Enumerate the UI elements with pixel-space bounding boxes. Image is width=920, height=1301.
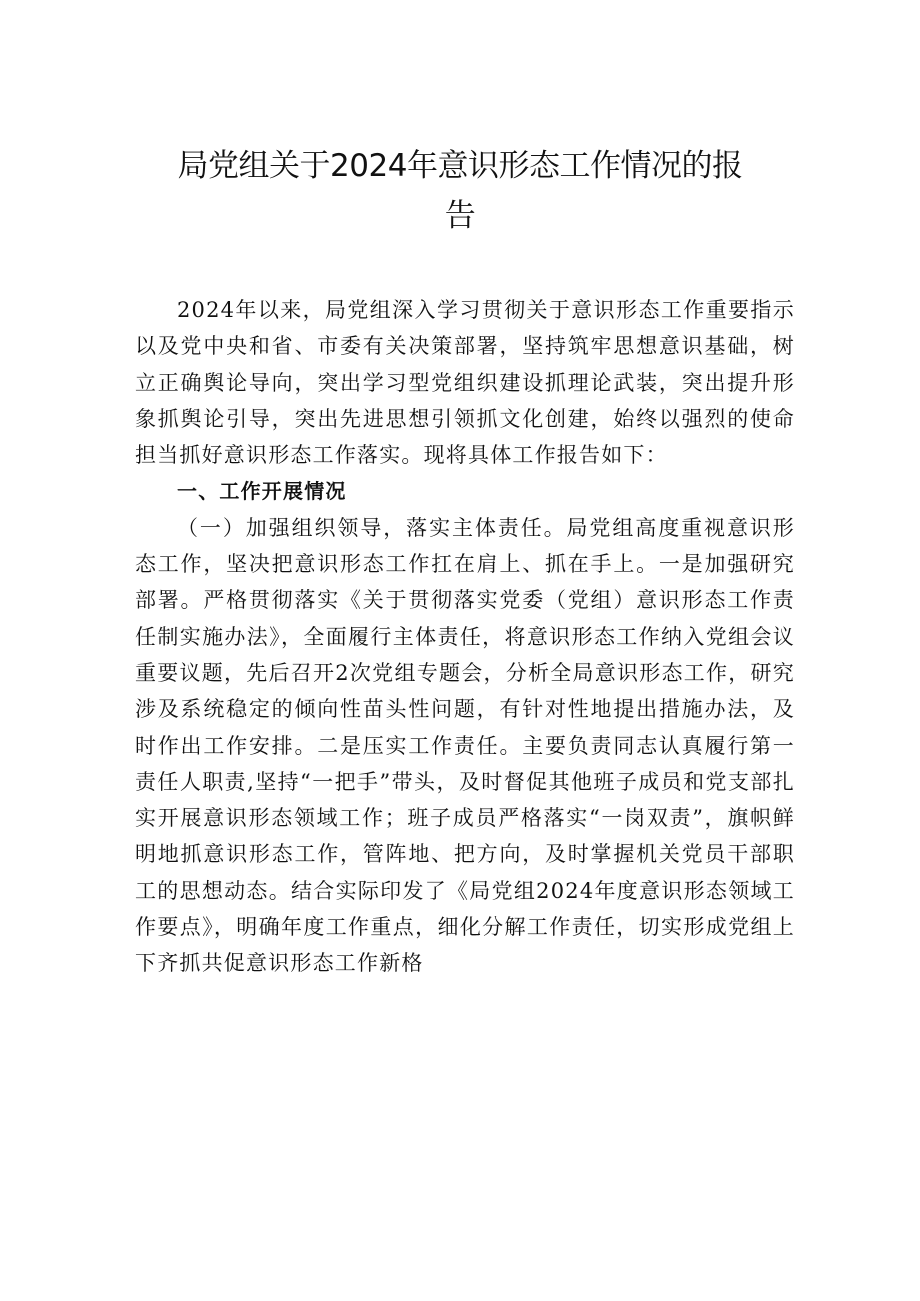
section-1-paragraph-1: （一）加强组织领导，落实主体责任。局党组高度重视意识形态工作，坚决把意识形态工作扛在肩上、抓在手上。一是加强研究部署。严格贯彻落实《关于贯彻落实党委（党组）意识形态工作责任制实施办法》，全面履行主体责任，将意识形态工作纳入党组会议重要议题，先后召开2次党组专题会，分析全局意识形态工作，研究涉及系统稳定的倾向性苗头性问题，有针对性地提出措施办法，及时作出工作安排。二是压实工作责任。主要负责同志认真履行第一责任人职责,坚持“一把手”带头，及时督促其他班子成员和党支部扎实开展意识形态领域工作；班子成员严格落实“一岗双责”，旗帜鲜明地抓意识形态工作，管阵地、把方向，及时掌握机关党员干部职工的思想动态。结合实际印发了《局党组2024年度意识形态领域工作要点》，明确年度工作重点，细化分解工作责任，切实形成党组上下齐抓共促意识形态工作新格 [135,515,795,976]
document-body [135,292,795,982]
section-1-heading: 一、工作开展情况 [177,479,347,504]
document-title-line-1: 局党组关于2024年意识形态工作情况的报 [177,148,743,184]
document-title-line-2: 告 [444,198,476,234]
intro-paragraph: 2024年以来，局党组深入学习贯彻关于意识形态工作重要指示以及党中央和省、市委有关决策部署，坚持筑牢思想意识基础，树立正确舆论导向，突出学习型党组织建设抓理论武装，突出提升形象抓舆论引导，突出先进思想引领抓文化创建，始终以强烈的使命担当抓好意识形态工作落实。现将具体工作报告如下： [135,298,795,468]
section-heading [135,473,795,509]
